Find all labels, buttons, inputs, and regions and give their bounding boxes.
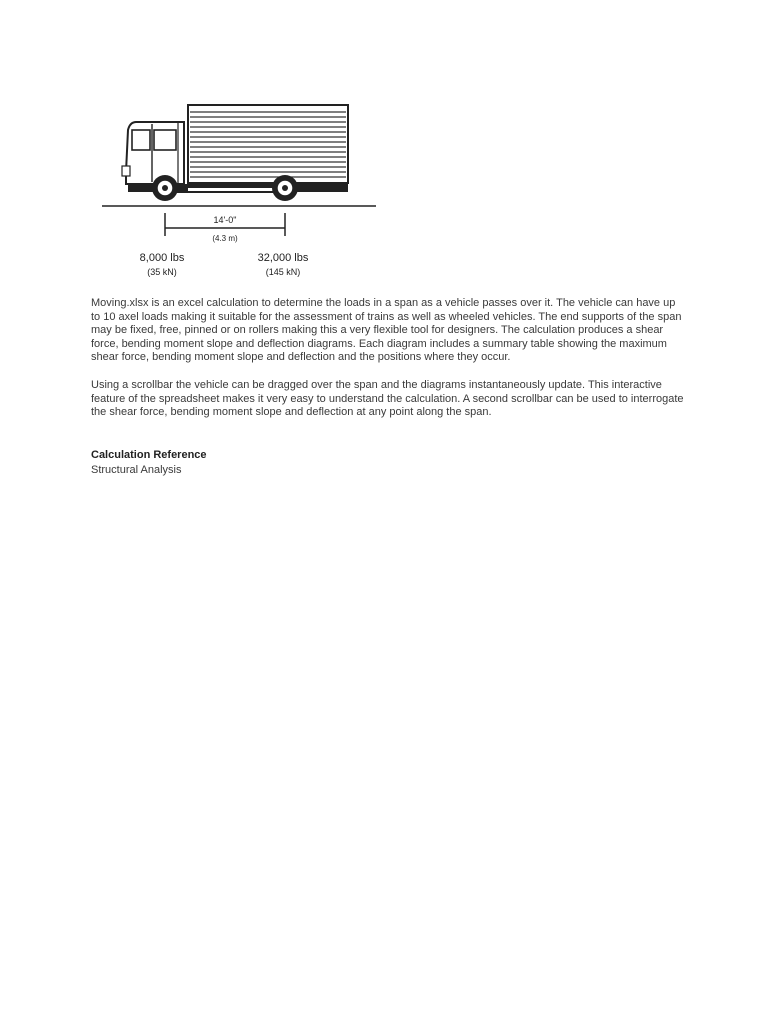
description-paragraph: Moving.xlsx is an excel calculation to determine the loads in a span as a vehicle passes over it. The vehicle can have up to 10 axel loads making it suitable for the assessment of trains as well as wheeled vehicles. The end supports of the span may be fixed, free, pinned or on rollers making this a very flexible tool for designers. The calculation produces a shear force, bending moment slope and deflection diagrams. Each diagram includes a summary table showing the maximum shear force, bending moment slope and deflection and the positions where they occur. [91, 297, 682, 363]
span-dimension-feet: 14'-0" [213, 215, 237, 225]
truck-illustration [100, 100, 380, 282]
scrollbar-paragraph: Using a scrollbar the vehicle can be dragged over the span and the diagrams instantaneously update. This interactive feature of the spreadsheet makes it very easy to understand the calculation. A second scrollbar can be used to interrogate the shear force, bending moment slope and deflection at any point along the span. [91, 379, 684, 418]
rear-axle-load: 32,000 lbs [257, 252, 309, 264]
rear-axle-load-metric: (145 kN) [265, 267, 301, 277]
front-axle-load-metric: (35 kN) [147, 267, 177, 277]
span-dimension-metric: (4.3 m) [212, 234, 238, 243]
front-axle-load: 8,000 lbs [139, 252, 185, 264]
calculation-reference-value: Structural Analysis [91, 464, 182, 476]
truck-load-diagram [100, 100, 380, 282]
calculation-reference-heading: Calculation Reference [91, 449, 207, 461]
